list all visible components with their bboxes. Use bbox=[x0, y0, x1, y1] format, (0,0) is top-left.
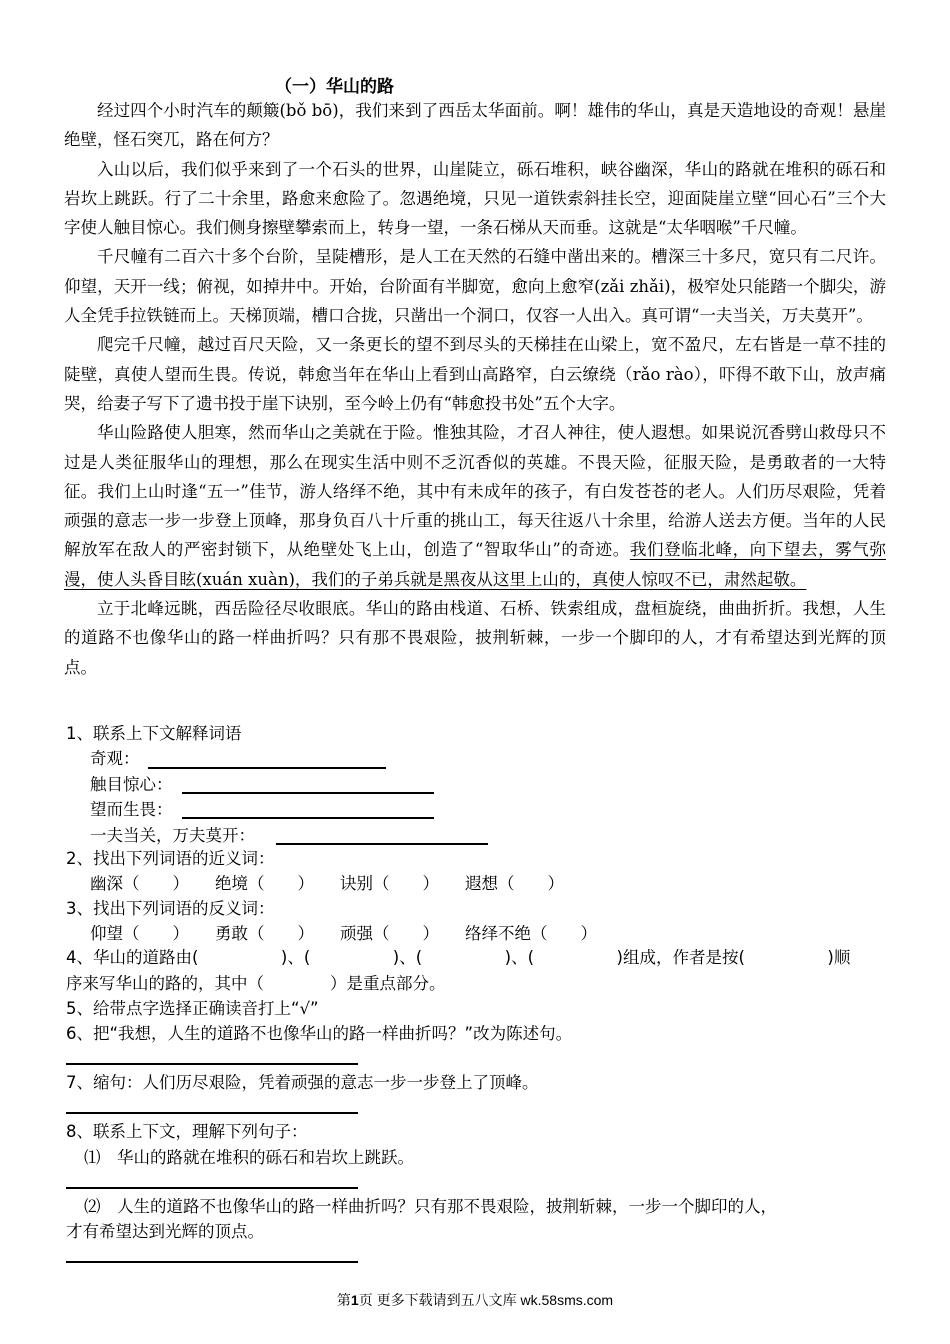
q3-items bbox=[90, 922, 623, 946]
q1-answer-line-3[interactable] bbox=[182, 817, 434, 819]
q1-term-qiguan: 奇观： bbox=[90, 749, 140, 768]
paragraph-1: 经过四个小时汽车的颠簸(bǒ bō)，我们来到了西岳太华面前。啊！雄伟的华山，真是天造地设的奇观！悬崖绝壁，怪石突兀，路在何方？ bbox=[64, 101, 886, 150]
q2-item-4[interactable]: 遐想（ ） bbox=[465, 874, 564, 893]
question-5: 5、给带点字选择正确读音打上“√” bbox=[66, 999, 319, 1018]
question-1: 1、联系上下文解释词语 bbox=[66, 724, 242, 743]
underlined-sentence: 我们登临北峰，向下望去，雾气弥漫，使人头昏目眩(xuán xuàn)，我们的子弟兵就是黑夜从这里上山的，真使人惊叹不已，肃然起敬。 bbox=[64, 540, 886, 589]
footer-prefix: 第 bbox=[336, 1292, 351, 1308]
question-4-line-1: 4、华山的道路由( )、( )、( )、( )组成，作者是按( )顺 bbox=[66, 948, 851, 967]
passage-body bbox=[64, 96, 886, 682]
paragraph-6: 立于北峰远眺，西岳险径尽收眼底。华山的路由栈道、石桥、铁索组成，盘桓旋绕，曲曲折折。我想，人生的道路不也像华山的路一样曲折吗？只有那不畏艰险，披荆斩棘，一步一个脚印的人，才有希望达到光辉的顶点。 bbox=[64, 599, 886, 677]
q7-answer-line[interactable] bbox=[66, 1112, 358, 1114]
q2-items bbox=[90, 872, 590, 896]
q3-item-4[interactable]: 络绎不绝（ ） bbox=[465, 924, 597, 943]
q1-answer-line-2[interactable] bbox=[182, 792, 434, 794]
question-6: 6、把“我想，人生的道路不也像华山的路一样曲折吗？”改为陈述句。 bbox=[66, 1024, 573, 1043]
q1-term-yifu: 一夫当关，万夫莫开： bbox=[90, 826, 255, 845]
question-3: 3、找出下列词语的反义词： bbox=[66, 899, 275, 918]
q2-item-2[interactable]: 绝境（ ） bbox=[215, 874, 314, 893]
question-7: 7、缩句：人们历尽艰险，凭着顽强的意志一步一步登上了顶峰。 bbox=[66, 1073, 539, 1092]
paragraph-5-text: 华山险路使人胆寒，然而华山之美就在于险。惟独其险，才召人神往，使人遐想。如果说沉香劈山救母只不过是人类征服华山的理想，那么在现实生活中则不乏沉香似的英雄。不畏天险，征服天险，是勇敢者的一大特征。我们上山时逢“五一”佳节，游人络绎不绝，其中有未成年的孩子，有白发苍苍的老人。人们历尽艰险，凭着顽强的意志一步一步登上顶峰，那身负百八十斤重的挑山工，每天往返八十余里，给游人送去方便。当年的人民解放军在敌人的严密封锁下，从绝壁处飞上山，创造了“智取华山”的奇迹。 bbox=[64, 423, 886, 560]
question-8: 8、联系上下文，理解下列句子： bbox=[66, 1122, 308, 1141]
question-8-1: ⑴ 华山的路就在堆积的砾石和岩坎上跳跃。 bbox=[84, 1148, 414, 1167]
q1-term-chumu: 触目惊心： bbox=[90, 775, 173, 794]
paragraph-2: 入山以后，我们似乎来到了一个石头的世界，山崖陡立，砾石堆积，峡谷幽深，华山的路就在堆积的砾石和岩坎上跳跃。行了二十余里，路愈来愈险了。忽遇绝境，只见一道铁索斜挂长空，迎面陡崖立壁“回心石”三个大字使人触目惊心。我们侧身擦壁攀索而上，转身一望，一条石梯从天而垂。这就是“太华咽喉”千尺幢。 bbox=[64, 159, 886, 238]
question-4-line-2: 序来写华山的路的，其中（ ）是重点部分。 bbox=[66, 974, 446, 993]
footer-site-link[interactable]: wk.58sms.com bbox=[520, 1292, 614, 1308]
q1-answer-line-1[interactable] bbox=[148, 767, 386, 769]
passage-title: （一）华山的路 bbox=[275, 77, 394, 97]
q8-2-answer-line[interactable] bbox=[66, 1261, 358, 1263]
page-footer bbox=[0, 1290, 950, 1310]
paragraph-3: 千尺幢有二百六十多个台阶，呈陡槽形，是人工在天然的石缝中凿出来的。槽深三十多尺，宽只有二尺许。仰望，天开一线；俯视，如掉井中。开始，台阶面有半脚宽，愈向上愈窄(zǎi zhǎi)，极窄处只能踏一个脚尖，游人全凭手拉铁链而上。天梯顶端，槽口合拢，只凿出一个洞口，仅容一人出入。真可谓“一夫当关，万夫莫开”。 bbox=[64, 247, 886, 326]
q8-1-answer-line[interactable] bbox=[66, 1187, 358, 1189]
q1-answer-line-4[interactable] bbox=[276, 843, 488, 845]
q2-item-1[interactable]: 幽深（ ） bbox=[90, 874, 189, 893]
q2-item-3[interactable]: 诀别（ ） bbox=[340, 874, 439, 893]
question-8-2-line-2: 才有希望达到光辉的顶点。 bbox=[66, 1222, 264, 1241]
q3-item-1[interactable]: 仰望（ ） bbox=[90, 924, 189, 943]
question-8-2-line-1: ⑵ 人生的道路不也像华山的路一样曲折吗？只有那不畏艰险，披荆斩棘，一步一个脚印的人， bbox=[84, 1197, 777, 1216]
question-2: 2、找出下列词语的近义词： bbox=[66, 849, 275, 868]
q3-item-3[interactable]: 顽强（ ） bbox=[340, 924, 439, 943]
paragraph-4: 爬完千尺幢，越过百尺天险，又一条更长的望不到尽头的天梯挂在山梁上，宽不盈尺，左右皆是一草不挂的陡壁，真使人望而生畏。传说，韩愈当年在华山上看到山高路窄，白云缭绕（rǎo rào），吓得不敢下山，放声痛哭，给妻子写下了遗书投于崖下诀别，至今岭上仍有“韩愈投书处”五个大字。 bbox=[64, 335, 886, 413]
paragraph-5 bbox=[64, 418, 886, 594]
footer-page-number: 1 bbox=[350, 1292, 359, 1308]
q3-item-2[interactable]: 勇敢（ ） bbox=[215, 924, 314, 943]
q6-answer-line[interactable] bbox=[66, 1063, 358, 1065]
q1-term-wanger: 望而生畏： bbox=[90, 800, 173, 819]
footer-suffix: 页 更多下载请到五八文库 bbox=[358, 1292, 517, 1308]
